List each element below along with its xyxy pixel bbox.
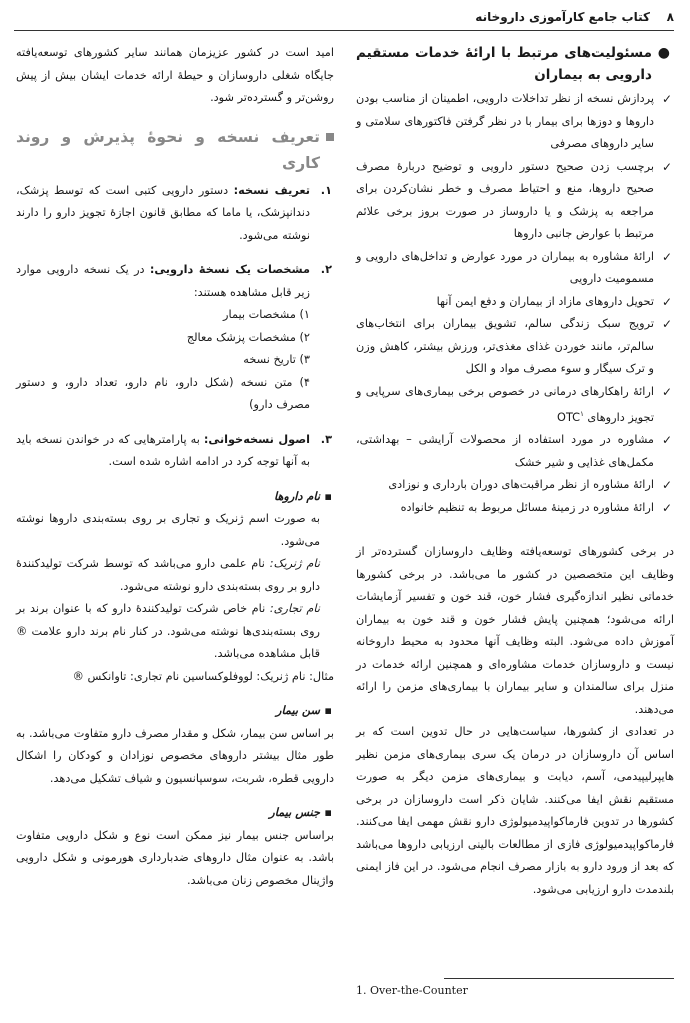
list-item: ✓ ارائهٔ مشاوره به بیماران در مورد عوارض و تداخل‌های دارویی و مسمومیت دارویی — [356, 246, 674, 291]
check-icon: ✓ — [661, 317, 672, 331]
trade-name-definition: نام تجاری: نام خاص شرکت تولیدکنندهٔ دارو که با عنوان برند بر روی بسته‌بندی‌ها نوشته می‌شود. در کنار نام برند دارو علامت ® قابل مشاهده می‌باشد. — [16, 602, 320, 660]
subheading-drug-names: ▪ نام داروها — [16, 486, 334, 509]
footnote-divider — [444, 978, 674, 979]
bullet-icon: ● — [657, 45, 670, 61]
right-column — [356, 42, 674, 901]
footnote: 1. Over-the-Counter — [356, 984, 468, 997]
responsibility-list — [356, 88, 674, 519]
list-item: ✓ ارائهٔ مشاوره در زمینهٔ مسائل مربوط به تنظیم خانواده — [356, 497, 674, 520]
bullet-icon: ▪ — [324, 489, 332, 503]
bullet-icon: ▪ — [324, 806, 332, 819]
bullet-icon: ▪ — [324, 704, 332, 717]
subheading-patient-sex: ▪ جنس بیمار — [16, 802, 334, 825]
numbered-item: ۲. مشخصات یک نسخهٔ دارویی: در یک نسخه دارویی موارد زیر قابل مشاهده هستند: — [16, 263, 332, 299]
list-item: ✓ تحویل داروهای مازاد از بیماران و دفع ایمن آنها — [356, 291, 674, 314]
example: مثال: نام ژنریک: لووفلوکساسین نام تجاری: تاوانکس ® — [72, 669, 334, 683]
left-column — [16, 42, 334, 892]
section-title: ● مسئولیت‌های مرتبط با ارائهٔ خدمات مستقیم دارویی به بیماران — [356, 42, 674, 86]
list-item: ۲) مشخصات پزشک معالج — [186, 330, 310, 344]
numbered-item: ۳. اصول نسخه‌خوانی: به پارامترهایی که در خواندن نسخه باید به آنها توجه کرد در ادامه اشاره شده است. — [16, 432, 332, 468]
check-icon: ✓ — [661, 384, 672, 399]
intro-paragraph: امید است در کشور عزیزمان همانند سایر کشورهای توسعه‌یافته جایگاه شغلی داروسازان و حیطهٔ ارائه خدمات ایشان بیش از پیش روشن‌تر و گسترده‌تر شود. — [16, 46, 334, 104]
list-item: ✓ مشاوره در مورد استفاده از محصولات آرایشی – بهداشتی، مکمل‌های غذایی و شیر خشک — [356, 429, 674, 474]
list-item: ✓ ارائهٔ مشاوره از نظر مراقبت‌های دوران بارداری و نوزادی — [356, 474, 674, 497]
square-bullet-icon — [326, 133, 334, 141]
check-icon: ✓ — [661, 433, 672, 448]
page-number: ۸ — [666, 10, 674, 24]
check-icon: ✓ — [661, 92, 672, 106]
check-icon: ✓ — [661, 294, 672, 309]
footnote-ref: ۱ — [580, 410, 584, 418]
list-item: ✓ ترویج سبک زندگی سالم، تشویق بیماران برای انتخاب‌های سالم‌تر، مانند خوردن غذای مغذی‌تر، ورزش بیشتر، کاهش وزن و ترک سیگار و سوء مصرف مواد و الکل — [356, 313, 674, 381]
list-item: ۳) تاریخ نسخه — [243, 353, 310, 366]
paragraph: براساس جنس بیمار نیز ممکن است نوع و شکل دارویی متفاوت باشد. به عنوان مثال داروهای ضدبارداری هورمونی و شکل دارویی واژینال مخصوص زنان می‌باشد. — [16, 828, 334, 887]
list-item: ۱) مشخصات بیمار — [223, 308, 310, 321]
list-item: ✓ پردازش نسخه از نظر تداخلات دارویی، اطمینان از مناسب بودن داروها و دوزها برای بیمار با در نظر گرفتن فاکتورهای سلامتی و سایر داروهای مصرفی — [356, 88, 674, 156]
paragraph: بر اساس سن بیمار، شکل و مقدار مصرف دارو متفاوت می‌باشد. به طور مثال بیشتر داروهای مخصوص نوزادان و کودکان را اشکال دارویی قطره، شربت، سوسپانسیون و شیاف تشکیل می‌دهد. — [16, 726, 334, 785]
paragraph: به صورت اسم ژنریک و تجاری بر روی بسته‌بندی داروها نوشته می‌شود. — [16, 512, 320, 548]
list-item: ۴) متن نسخه (شکل دارو، نام دارو، تعداد دارو، و دستور مصرف دارو) — [16, 375, 310, 411]
list-item: ✓ برچسب زدن صحیح دستور دارویی و توضیح دربارهٔ مصرف صحیح داروها، منع و احتیاط مصرف و خطر نشان‌کردن برای مراجعه به پزشک و یا داروساز در صورت بروز برخی علائم مرتبط با عوارض جانبی داروها — [356, 156, 674, 246]
check-icon: ✓ — [661, 478, 672, 493]
check-icon: ✓ — [661, 159, 672, 174]
check-icon: ✓ — [661, 249, 672, 264]
subheading-patient-age: ▪ سن بیمار — [16, 700, 334, 723]
paragraph: در برخی کشورهای توسعه‌یافته وظایف داروسازان گسترده‌تر از وظایف این متخصصین در کشور ما می‌باشد. در برخی کشورها خدماتی نظیر اندازه‌گیری فشار خون، قند خون و تفسیر آزمایشات ارائه می‌شود؛ همچنین پایش فشار خون و قند خون به بیماران آموزش داده می‌شود. البته وظایف آنها محدود به محیط داروخانه نیست و داروسازان خدمات مشاوره‌ای و همچنین ارائه خدمات در منزل برای سالمندان و سایر بیماران با بیماری‌های مزمن را ارائه می‌دهند. — [356, 545, 674, 716]
list-item: ✓ ارائهٔ راهکارهای درمانی در خصوص برخی بیماری‌های سرپایی و تجویز داروهای OTC$^۱$ — [356, 381, 674, 430]
section-heading: تعریف نسخه و نحوهٔ پذیرش و روند کاری — [16, 124, 334, 176]
prescription-parts-list — [16, 304, 334, 417]
paragraph: در تعدادی از کشورها، سیاست‌هایی در حال تدوین است که بر اساس آن داروسازان در درمان یک سری بیماری‌های مزمن نظیر هایپرلیپیدمی، آسم، دیابت و بیماری‌های مزمن دیگر به صورت مستقیم نقش ایفا می‌کنند. شایان ذکر است داروسازان در برخی کشورها در تدوین فارماکواپیدمیولوژی دارو نقش مهمی ایفا می‌کنند. فارماکواپیدمیولوژی فازی از مطالعات بالینی ارزیابی داروها می‌باشد که بعد از ورود دارو به بازار مصرف انجام می‌شود. در این فاز ایمنی بلندمدت دارو ارزیابی می‌شود. — [356, 725, 674, 896]
numbered-item: ۱. تعریف نسخه: دستور دارویی کتبی است که توسط پزشک، دندانپزشک، یا ماما که مطابق قانون اجازهٔ تجویز دارو را دارند نوشته می‌شود. — [16, 183, 332, 242]
generic-name-definition: نام ژنریک: نام علمی دارو می‌باشد که توسط شرکت تولیدکنندهٔ دارو بر روی بسته‌بندی دارو نوشته می‌شود. — [16, 557, 320, 593]
book-title: کتاب جامع کارآموزی داروخانه — [475, 10, 650, 24]
page-header — [14, 6, 674, 31]
check-icon: ✓ — [661, 500, 672, 515]
